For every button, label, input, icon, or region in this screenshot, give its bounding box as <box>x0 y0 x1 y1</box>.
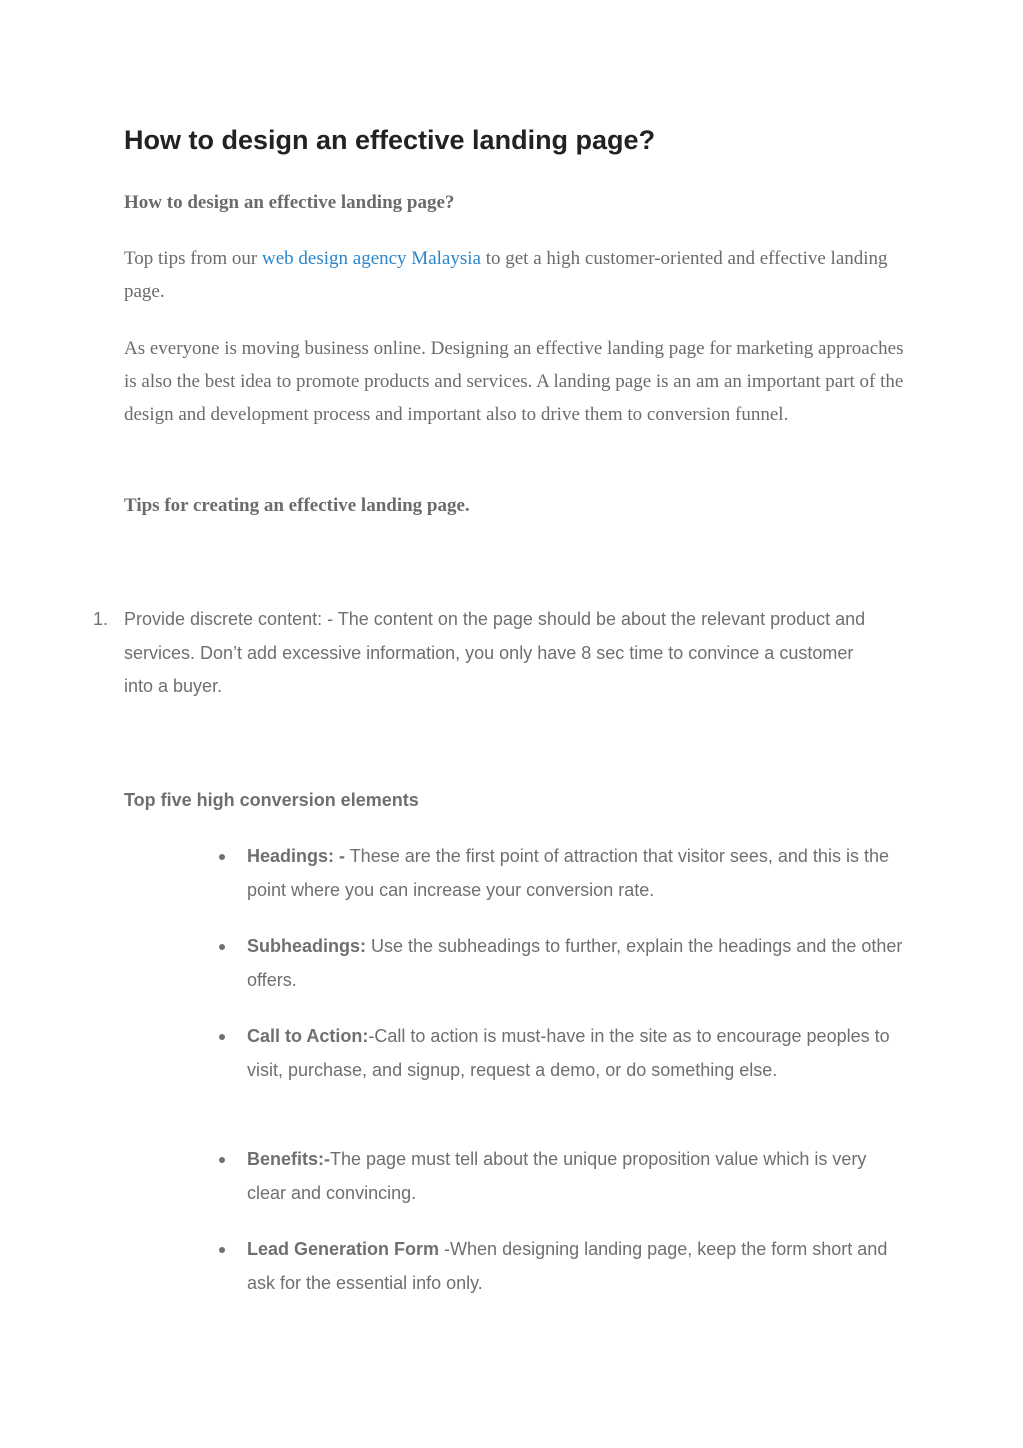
page-title: How to design an effective landing page? <box>124 125 656 155</box>
bullet-dot-icon <box>219 854 225 860</box>
agency-link[interactable]: web design agency Malaysia <box>262 248 481 269</box>
list-item <box>247 1233 907 1300</box>
numbered-item-marker: 1. <box>93 609 109 629</box>
intro-text-after: to get a high customer-oriented and effective landing page. <box>124 248 888 302</box>
list-item-label: Headings: - <box>247 846 346 866</box>
bullet-dot-icon <box>219 1247 225 1253</box>
bullet-dot-icon <box>219 1157 225 1163</box>
list-item <box>247 1020 907 1087</box>
list-item <box>247 930 907 997</box>
list-item <box>247 1143 907 1210</box>
intro-text-before: Top tips from our <box>124 248 262 269</box>
list-item-label: Call to Action: <box>247 1026 369 1046</box>
list-item <box>247 840 907 907</box>
list-item-text: These are the first point of attraction that visitor sees, and this is the point where you can increase your conversion rate. <box>247 846 889 900</box>
body-paragraph: As everyone is moving business online. Designing an effective landing page for marketing approaches is also the best idea to promote products and services. A landing page is an am an important part of the design and development process and important also to drive them to conversion funnel. <box>124 338 904 425</box>
numbered-item: Provide discrete content: - The content on the page should be about the relevant product and services. Don’t add excessive information, you only have 8 sec time to convince a customer into a buyer. <box>124 609 866 696</box>
subtitle: How to design an effective landing page? <box>124 192 455 213</box>
list-item-text: -When designing landing page, keep the form short and ask for the essential info only. <box>247 1239 888 1293</box>
intro-paragraph <box>124 242 904 308</box>
list-item-text: -Call to action is must-have in the site as to encourage peoples to visit, purchase, and signup, request a demo, or do something else. <box>247 1026 890 1080</box>
list-item-label: Subheadings: <box>247 936 367 956</box>
list-item-text: Use the subheadings to further, explain the headings and the other offers. <box>247 936 903 990</box>
tips-heading: Tips for creating an effective landing page. <box>124 495 470 516</box>
list-item-text: The page must tell about the unique proposition value which is very clear and convincing. <box>247 1149 867 1203</box>
list-item-label: Benefits:- <box>247 1149 331 1169</box>
list-item-label: Lead Generation Form <box>247 1239 440 1259</box>
bullet-dot-icon <box>219 944 225 950</box>
bullet-dot-icon <box>219 1034 225 1040</box>
elements-heading: Top five high conversion elements <box>124 790 419 810</box>
